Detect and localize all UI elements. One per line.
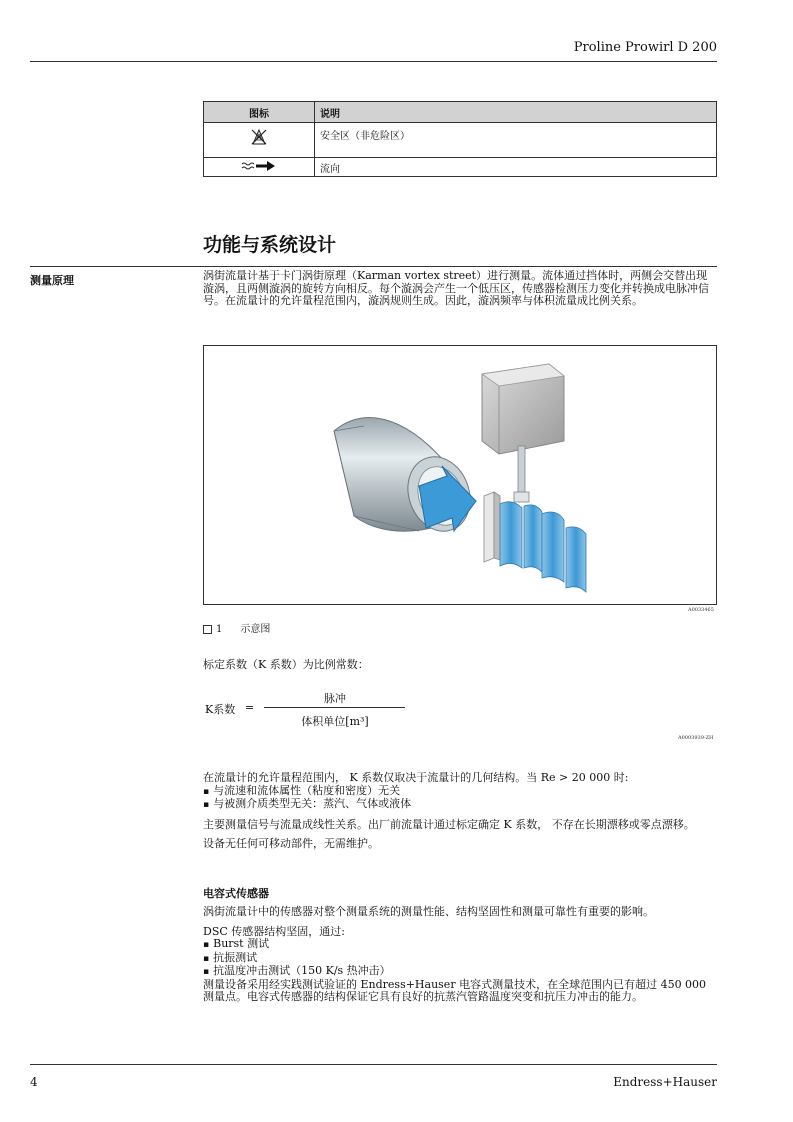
table-row — [204, 158, 717, 177]
table-cell-icon — [204, 123, 315, 158]
section-rule — [30, 266, 717, 267]
figure-icon — [203, 625, 212, 634]
side-label: 测量原理 — [30, 274, 74, 287]
document-title: Proline Prowirl D 200 — [573, 40, 717, 55]
bullet-list — [203, 785, 718, 812]
body-paragraph: 主要测量信号与流量成线性关系。出厂前流量计通过标定确定 K 系数， 不存在长期漂移或零点漂移。 — [203, 817, 695, 831]
subsection-title: 电容式传感器 — [203, 887, 269, 900]
formula-lead: 标定系数（K 系数）为比例常数： — [203, 658, 369, 671]
table-row — [204, 123, 717, 158]
col-header-description: 说明 — [315, 102, 717, 123]
header-rule — [30, 61, 717, 62]
bullet-list — [203, 938, 718, 979]
figure-number: 1 — [216, 624, 223, 635]
figure-caption — [203, 620, 270, 635]
flow-direction-icon — [241, 160, 277, 172]
table-cell-desc: 流向 — [315, 158, 717, 177]
body-block — [203, 772, 718, 851]
principle-figure — [203, 345, 717, 605]
list-item: ▪ 抗温度冲击测试（150 K/s 热冲击） — [203, 965, 718, 979]
body-paragraph: 设备无任何可移动部件，无需维护。 — [203, 837, 379, 850]
body-paragraph: 在流量计的允许量程范围内， K 系数仅取决于流量计的几何结构。当 Re > 20 000 时: — [203, 771, 629, 784]
formula-denominator: 体积单位[m³] — [301, 715, 369, 728]
sensor-block — [203, 906, 718, 1004]
body-paragraph: 涡街流量计中的传感器对整个测量系统的测量性能、结构坚固性和测量可靠性有重要的影响。 — [203, 905, 654, 918]
table-cell-icon — [204, 158, 315, 177]
list-item: ▪ Burst 测试 — [203, 938, 718, 952]
formula-code: A0003939-ZH — [678, 735, 714, 741]
page-number: 4 — [30, 1075, 38, 1089]
safe-area-icon — [249, 127, 269, 147]
section-title: 功能与系统设计 — [203, 234, 337, 256]
body-paragraph: DSC 传感器结构坚固，通过: — [203, 924, 345, 938]
list-item: ▪ 抗振测试 — [203, 952, 718, 966]
formula-numerator: 脉冲 — [324, 692, 346, 705]
table-header-row — [204, 102, 717, 123]
formula-equals: = — [245, 701, 255, 714]
intro-paragraph: 涡街流量计基于卡门涡街原理（Karman vortex street）进行测量。流体通过挡体时，两侧会交替出现漩涡，且两侧漩涡的旋转方向相反。每个漩涡会产生一个低压区，传感器检测压力变化并转换成电脉冲信号。在流量计的允许量程范围内，漩涡规则生成。因此，漩涡频率与体积流量成比例关系。 — [203, 269, 709, 307]
figure-caption-text: 示意图 — [240, 624, 271, 635]
list-item: ▪ 与被测介质类型无关：蒸汽、气体或液体 — [203, 798, 718, 812]
figure-code: A0033465 — [688, 607, 714, 613]
vortex-schematic-illustration — [204, 346, 716, 604]
footer-rule — [30, 1064, 717, 1065]
list-item: ▪ 与流速和流体属性（粘度和密度）无关 — [203, 785, 718, 799]
body-paragraph: 测量设备采用经实践测试验证的 Endress+Hauser 电容式测量技术，在全球范围内已有超过 450 000 测量点。电容式传感器的结构保证它具有良好的抗蒸汽管路温度突变和抗压力冲击的能力。 — [203, 977, 707, 1003]
col-header-symbol: 图标 — [204, 102, 315, 123]
formula-lhs: K系数 — [205, 703, 236, 716]
brand-name: Endress+Hauser — [613, 1075, 717, 1089]
table-cell-desc: 安全区（非危险区） — [315, 123, 717, 158]
fraction-bar — [264, 707, 405, 708]
symbol-table — [203, 101, 717, 177]
